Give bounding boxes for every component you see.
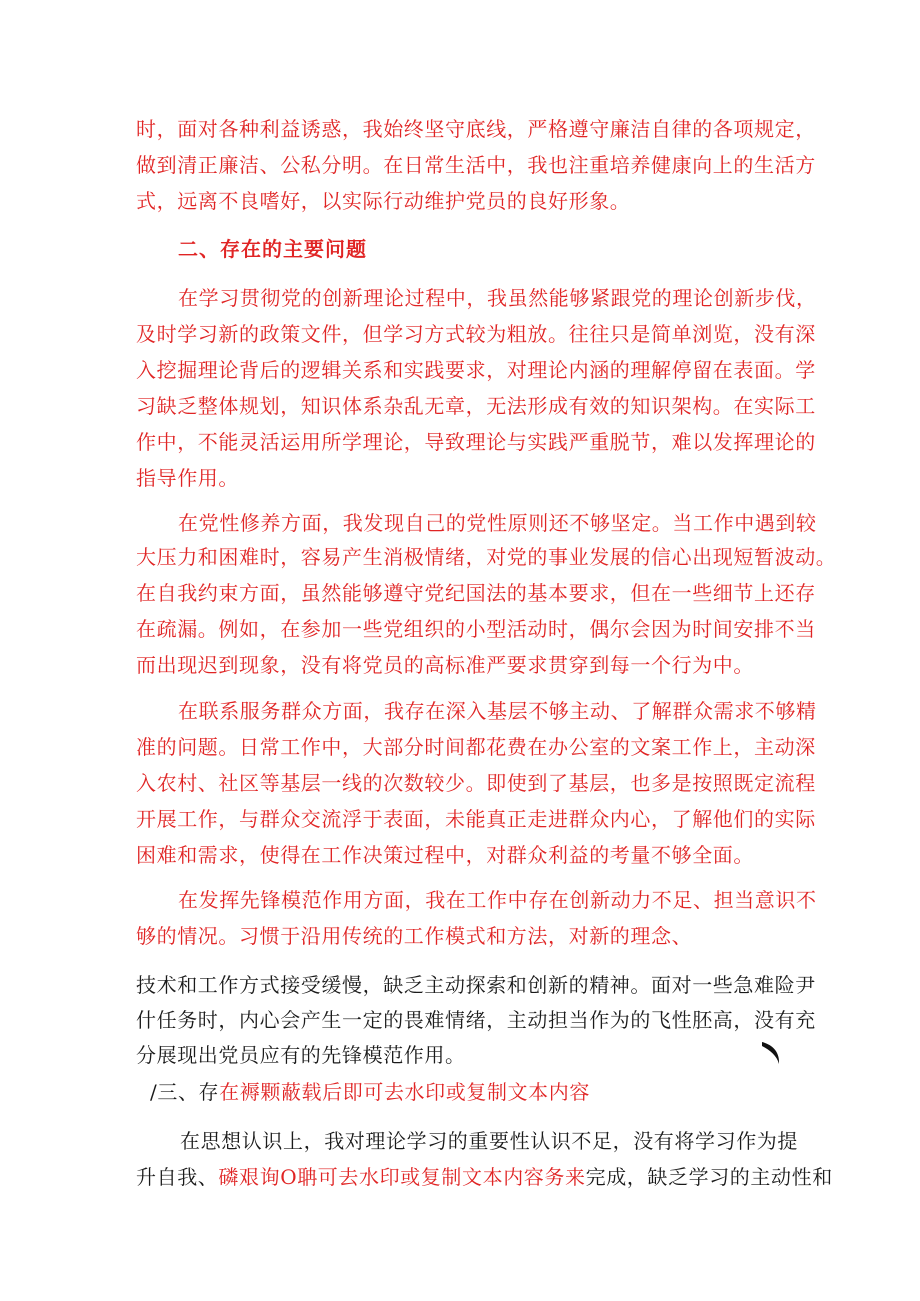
text-line: 在疏漏。例如，在参加一些党组织的小型活动时，偶尔会因为时间安排不当: [136, 617, 816, 641]
text-line: 做到清正廉洁、公私分明。在日常生活中，我也注重培养健康向上的生活方: [136, 153, 816, 177]
text-line: 困难和需求，使得在工作决策过程中，对群众利益的考量不够全面。: [136, 843, 754, 867]
text-line: 什任务时，内心会产生一定的畏难情绪，主动担当作为的飞性胚高，没有充: [136, 1008, 816, 1032]
text-line: 而出现迟到现象，没有将党员的高标准严要求贯穿到每一个行为中。: [136, 653, 754, 677]
heading-prefix: /三、存: [150, 1080, 220, 1104]
text-line: 在思想认识上，我对理论学习的重要性认识不足，没有将学习作为提: [180, 1129, 798, 1153]
text-line: 习缺乏整体规划，知识体系杂乱无章，无法形成有效的知识架构。在实际工: [136, 394, 816, 418]
watermark-text: 磷艰询O聃可去水印或复制文本内容务来: [218, 1165, 586, 1189]
ink-mark-icon: [760, 1040, 782, 1066]
text-line: 够的情况。习惯于沿用传统的工作模式和方法，对新的理念、: [136, 924, 693, 948]
text-line: 式，远离不良嗜好，以实际行动维护党员的良好形象。: [136, 189, 631, 213]
text-line: 入挖掘理论背后的逻辑关系和实践要求，对理论内涵的理解停留在表面。学: [136, 358, 816, 382]
text-line: 分展现出党员应有的先锋模范作用。: [136, 1043, 466, 1067]
text-line: 在学习贯彻党的创新理论过程中，我虽然能够紧跟党的理论创新步伐，: [178, 286, 817, 310]
line-suffix: 完成，缺乏学习的主动性和: [585, 1165, 833, 1189]
text-line: 在联系服务群众方面，我存在深入基层不够主动、了解群众需求不够精: [178, 699, 817, 723]
text-line: 作中，不能灵活运用所学理论，导致理论与实践严重脱节，难以发挥理论的: [136, 430, 816, 454]
text-line: 开展工作，与群众交流浮于表面，未能真正走进群众内心，了解他们的实际: [136, 807, 816, 831]
text-line: 技术和工作方式接受缓慢，缺乏主动探索和创新的精神。面对一些急难险尹: [136, 973, 816, 997]
text-line: 在自我约束方面，虽然能够遵守党纪国法的基本要求，但在一些细节上还存: [136, 581, 816, 605]
text-line: 准的问题。日常工作中，大部分时间都花费在办公室的文案工作上，主动深: [136, 735, 816, 759]
text-line: 指导作用。: [136, 466, 239, 490]
line-prefix: 升自我、: [136, 1165, 219, 1189]
text-line: 大压力和困难时，容易产生消极情绪，对党的事业发展的信心出现短暂波动。: [136, 545, 837, 569]
text-line: 及时学习新的政策文件，但学习方式较为粗放。往往只是简单浏览，没有深: [136, 322, 816, 346]
watermark-text: 在褥颗蔽载后即可去水印或复制文本内容: [219, 1080, 590, 1104]
text-line: 在发挥先锋模范作用方面，我在工作中存在创新动力不足、担当意识不: [178, 888, 817, 912]
text-line: 在党性修养方面，我发现自己的党性原则还不够坚定。当工作中遇到较: [178, 511, 817, 535]
section-heading-3: [150, 1077, 810, 1107]
section-heading: 二、存在的主要问题: [178, 237, 367, 261]
text-line-mixed: [136, 1162, 833, 1192]
text-line: 入农村、社区等基层一线的次数较少。即使到了基层，也多是按照既定流程: [136, 771, 816, 795]
text-line: 时，面对各种利益诱惑，我始终坚守底线，严格遵守廉洁自律的各项规定，: [136, 117, 816, 141]
